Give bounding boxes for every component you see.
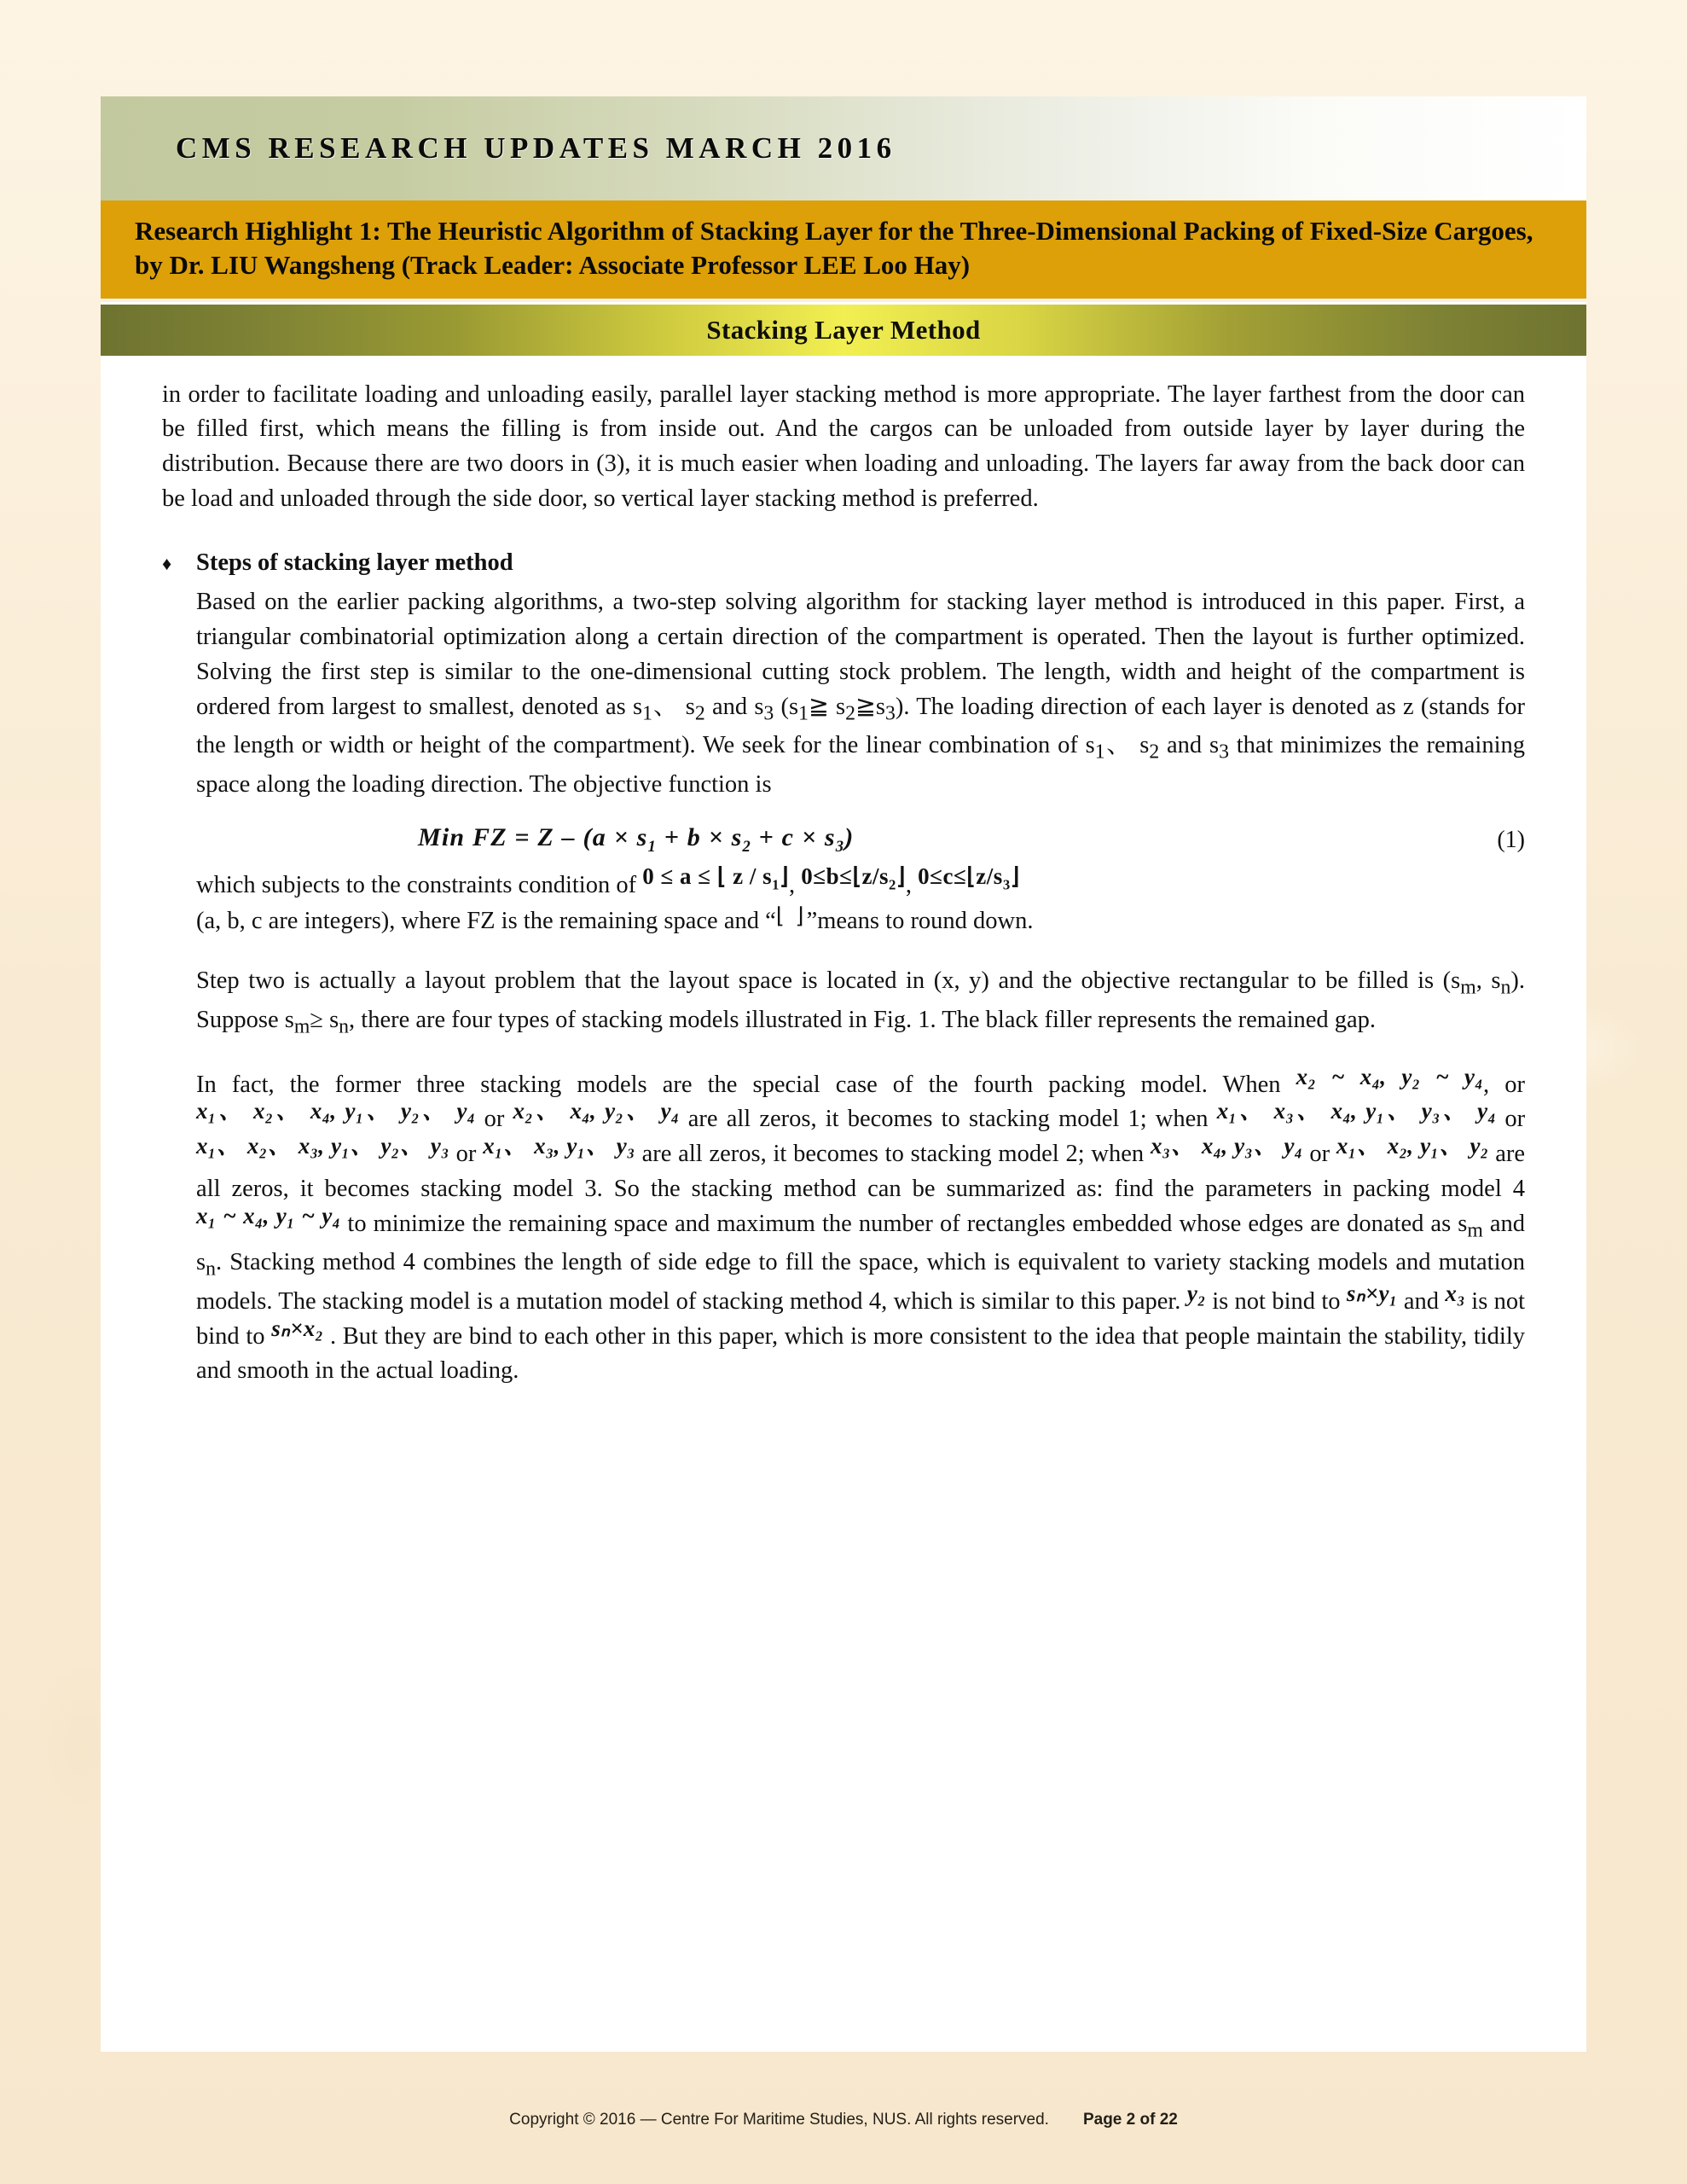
ge-symbol-1: ≧ (808, 693, 829, 720)
steps-sep-d: ). The loading direction of each layer is denoted as z (stands for the length or width or height of the compartment). We seek for the linear combination of s (196, 693, 1525, 759)
sub-n-3: n (206, 1258, 216, 1281)
step-two-b: . Suppose s (196, 967, 1526, 1033)
footer-copyright: Copyright © 2016 — Centre For Maritime Studies, NUS. All rights reserved. (509, 2111, 1049, 2129)
constraint-lead: which subjects to the constraints condition of (196, 872, 637, 899)
or-5: or (1309, 1141, 1330, 1168)
document-page (101, 96, 1586, 2052)
or-4: or (455, 1141, 477, 1168)
steps-sep-b2: and s (1159, 732, 1220, 759)
equation-tail: ) (844, 822, 855, 851)
sm-sn-pair (1442, 967, 1519, 999)
sm-sn-mid: , s (1475, 967, 1501, 995)
or-3: or (1504, 1106, 1526, 1133)
step-two-ge: ≥ s (310, 1006, 339, 1033)
steps-sep-c: (s (774, 693, 799, 720)
bind-lead-2: is not bind to (196, 1287, 1526, 1350)
zeros-model-3: are all zeros, it becomes stacking model 3. So the stacking method can be summarized as: find the parameters in packing model 4 (196, 1141, 1526, 1202)
zeros-model-2: are all zeros, it becomes to stacking model 2; when (641, 1141, 1145, 1168)
equation-mid-1: + b × s (657, 822, 743, 851)
sub-1a: 1 (642, 702, 652, 725)
sub-n-2: n (339, 1015, 350, 1038)
math-expr-e: x₁、 x₂、 x₃, y₁、 y₂、 y₃ (196, 1133, 449, 1159)
or-1: or (1504, 1071, 1525, 1098)
objective-equation-row (196, 820, 1525, 859)
sub-n-1: n (1500, 976, 1511, 999)
page-footer (0, 2111, 1687, 2129)
bind-and: and (1403, 1287, 1440, 1315)
sub-1c: 1 (1094, 741, 1105, 764)
math-expr-bind-d: sₙ×x₂ (271, 1315, 324, 1341)
step-two-c: , there are four types of stacking models illustrated in Fig. 1. The black filler represents the remained gap. (349, 1006, 1377, 1033)
sub-3c: 3 (1219, 741, 1229, 764)
sub-1b: 1 (798, 702, 809, 725)
sub-3b: 3 (885, 702, 896, 725)
round-down-tail: ”means to round down. (806, 907, 1034, 934)
math-expr-g: x₃、 x₄, y₃、 y₄ (1150, 1133, 1303, 1159)
comma-a: , (1483, 1071, 1490, 1098)
math-expr-bind-c: x₃ (1445, 1280, 1465, 1306)
header-banner (101, 96, 1586, 200)
steps-sep-a: 、 s (652, 693, 695, 720)
constraint-c-close: ⌋ (1010, 863, 1020, 890)
floor-bracket-symbol: ⌊ ⌋ (775, 903, 807, 928)
steps-heading: Steps of stacking layer method (196, 549, 513, 576)
equation-number: (1) (1497, 826, 1525, 853)
sm-sn-close: ) (1510, 967, 1519, 995)
steps-paragraph: Based on the earlier packing algorithms, a two-step solving algorithm for stacking layer method is introduced in this paper. First, a triangular combinatorial optimization along a certain direction of the compartment is operated. Then the layout is further optimized. Solving the first step is similar to the one-dimensional cutting stock problem. The length, width and height of the compartment is ordered from largest to smallest, denoted as $s_1$、 $s_2$ and $s_3$ ($s_1≧$ $s_2≧s_3$). The loading direction of each layer is denoted as z (stands for the length or width or height of the compartment). We seek for the linear combination of $s_1$、 $s_2$ and $s_3$ that minimizes the remaining space along the loading direction. The objective function is (196, 589, 1525, 798)
section-title: Stacking Layer Method (706, 314, 981, 345)
minimize-tail-3: . Stacking method 4 combines the length of side edge to fill the space, which is equivalent to variety stacking models and mutation models. The stacking model is a mutation model of stacking method 4, which is similar to this paper. (196, 1249, 1525, 1315)
or-2: or (484, 1106, 505, 1133)
intro-paragraph: in order to facilitate loading and unloading easily, parallel layer stacking method is more appropriate. The layer farthest from the door can be filled first, which means the filling is from inside out. And the cargos can be unloaded from outside layer by layer during the distribution. Because there are two doors in (3), it is much easier when loading and unloading. The layers far away from the back door can be load and unloaded through the side door, so vertical layer stacking method is preferred. (162, 380, 1525, 512)
minimize-tail-1: to minimize the remaining space and maximum the number of rectangles embedded whose edges are donated as s (347, 1210, 1468, 1237)
eq-sub-1: 1 (647, 837, 658, 856)
research-highlight-bar: Research Highlight 1: The Heuristic Algorithm of Stacking Layer for the Three-Dimensional Packing of Fixed-Size Cargoes, by Dr. LIU Wangsheng (Track Leader: Associate Professor LEE Loo Hay) (101, 200, 1586, 302)
round-down-paragraph (196, 904, 1525, 939)
constraint-a-close: ⌋ (780, 863, 790, 890)
steps-sep-b: and s (704, 693, 764, 720)
math-expr-d: x₁、 x₃、 x₄, y₁、 y₃、 y₄ (1216, 1098, 1497, 1124)
models-paragraph (196, 1063, 1526, 1390)
steps-text-1: Based on the earlier packing algorithms, a two-step solving algorithm for stacking layer method is introduced in this paper. First, a triangular combinatorial optimization along a certain direction of the compartment is operated. Then the layout is further optimized. Solving the first step is similar to the one-dimensional cutting stock problem. The length, width and height of the compartment is ordered from largest to smallest, denoted as s (196, 589, 1525, 720)
constraint-expr-a (642, 863, 790, 893)
footer-page-number: Page 2 of 22 (1082, 2111, 1178, 2129)
infact-lead: In fact, the former three stacking models are the special case of the fourth packing model. When (196, 1071, 1281, 1098)
constraint-expr-c (918, 863, 1020, 893)
eq-sub-3: 3 (835, 837, 845, 856)
steps-sep-a2: 、 s (1104, 732, 1150, 759)
zeros-model-1: are all zeros, it becomes to stacking model 1; when (687, 1106, 1209, 1133)
equation-head: Min FZ = Z – (a × s (418, 822, 648, 851)
math-expr-h: x₁、 x₂, y₁、 y₂ (1336, 1133, 1489, 1159)
step-two-lead: Step two is actually a layout problem that the layout space is located in (x, y) and the objective rectangular to be filled is (196, 967, 1435, 995)
page-title: CMS RESEARCH UPDATES MARCH 2016 (176, 131, 896, 165)
sub-2c: 2 (1149, 741, 1160, 764)
sub-2a: 2 (694, 702, 705, 725)
eq-sub-2: 2 (742, 837, 751, 856)
document-body (101, 356, 1586, 1389)
sub-3a: 3 (763, 702, 774, 725)
round-down-lead: (a, b, c are integers), where FZ is the remaining space and “ (196, 907, 776, 934)
constraint-expr-b (801, 863, 906, 893)
bind-tail: . But they are bind to each other in this paper, which is more consistent to the idea that people maintain the stability, tidily and smooth in the actual loading. (196, 1322, 1526, 1385)
ge-symbol-2: ≧ (855, 693, 876, 720)
equation-mid-2: + c × s (751, 822, 836, 851)
math-expr-i: x₁ ~ x₄, y₁ ~ y₄ (196, 1202, 341, 1228)
objective-equation (418, 820, 1431, 859)
math-expr-b: x₁、 x₂、 x₄, y₁、 y₂、 y₄ (196, 1098, 476, 1124)
bullet-diamond-icon: ♦ (162, 552, 172, 574)
minimize-tail-2: and s (196, 1210, 1526, 1276)
constraint-b-text: 0≤b≤⌊z/s (801, 863, 889, 890)
constraints-paragraph: which subjects to the constraints condition of 0 ≤ a ≤ ⌊ z / $s_1⌋$, $0\le b\le⌊z/s_2⌋$, $0\le c\le⌊z/s_3⌋$ (196, 863, 1020, 899)
math-expr-a: x₂ ~ x₄, y₂ ~ y₄ (1296, 1063, 1484, 1089)
constraint-b-sub: 2 (888, 876, 896, 893)
sub-m-2: m (293, 1015, 310, 1038)
constraint-c-sub: 3 (1002, 876, 1011, 893)
math-expr-bind-a: y₂ (1186, 1280, 1206, 1306)
steps-bullet-block (162, 546, 1525, 1389)
sub-2b: 2 (845, 702, 856, 725)
constraint-c-text: 0≤c≤⌊z/s (918, 863, 1003, 890)
sub-m-3: m (1467, 1219, 1483, 1242)
steps-sep-e: that minimizes the remaining space along the loading direction. The objective function is (196, 732, 1525, 798)
math-expr-bind-b: sₙ×y₁ (1346, 1280, 1398, 1306)
constraint-a-sub: 1 (772, 876, 780, 893)
constraint-b-close: ⌋ (896, 863, 906, 890)
bind-lead-1: is not bind to (1212, 1287, 1341, 1315)
step-two-paragraph (196, 964, 1525, 1042)
math-expr-f: x₁、 x₃, y₁、 y₃ (483, 1133, 635, 1159)
sub-m-1: m (1460, 976, 1476, 999)
math-expr-c: x₂、 x₄, y₂、 y₄ (513, 1098, 680, 1124)
constraint-a-text: 0 ≤ a ≤ ⌊ z / s (642, 863, 773, 890)
sm-sn-open: (s (1442, 967, 1461, 995)
section-bar (101, 302, 1586, 356)
